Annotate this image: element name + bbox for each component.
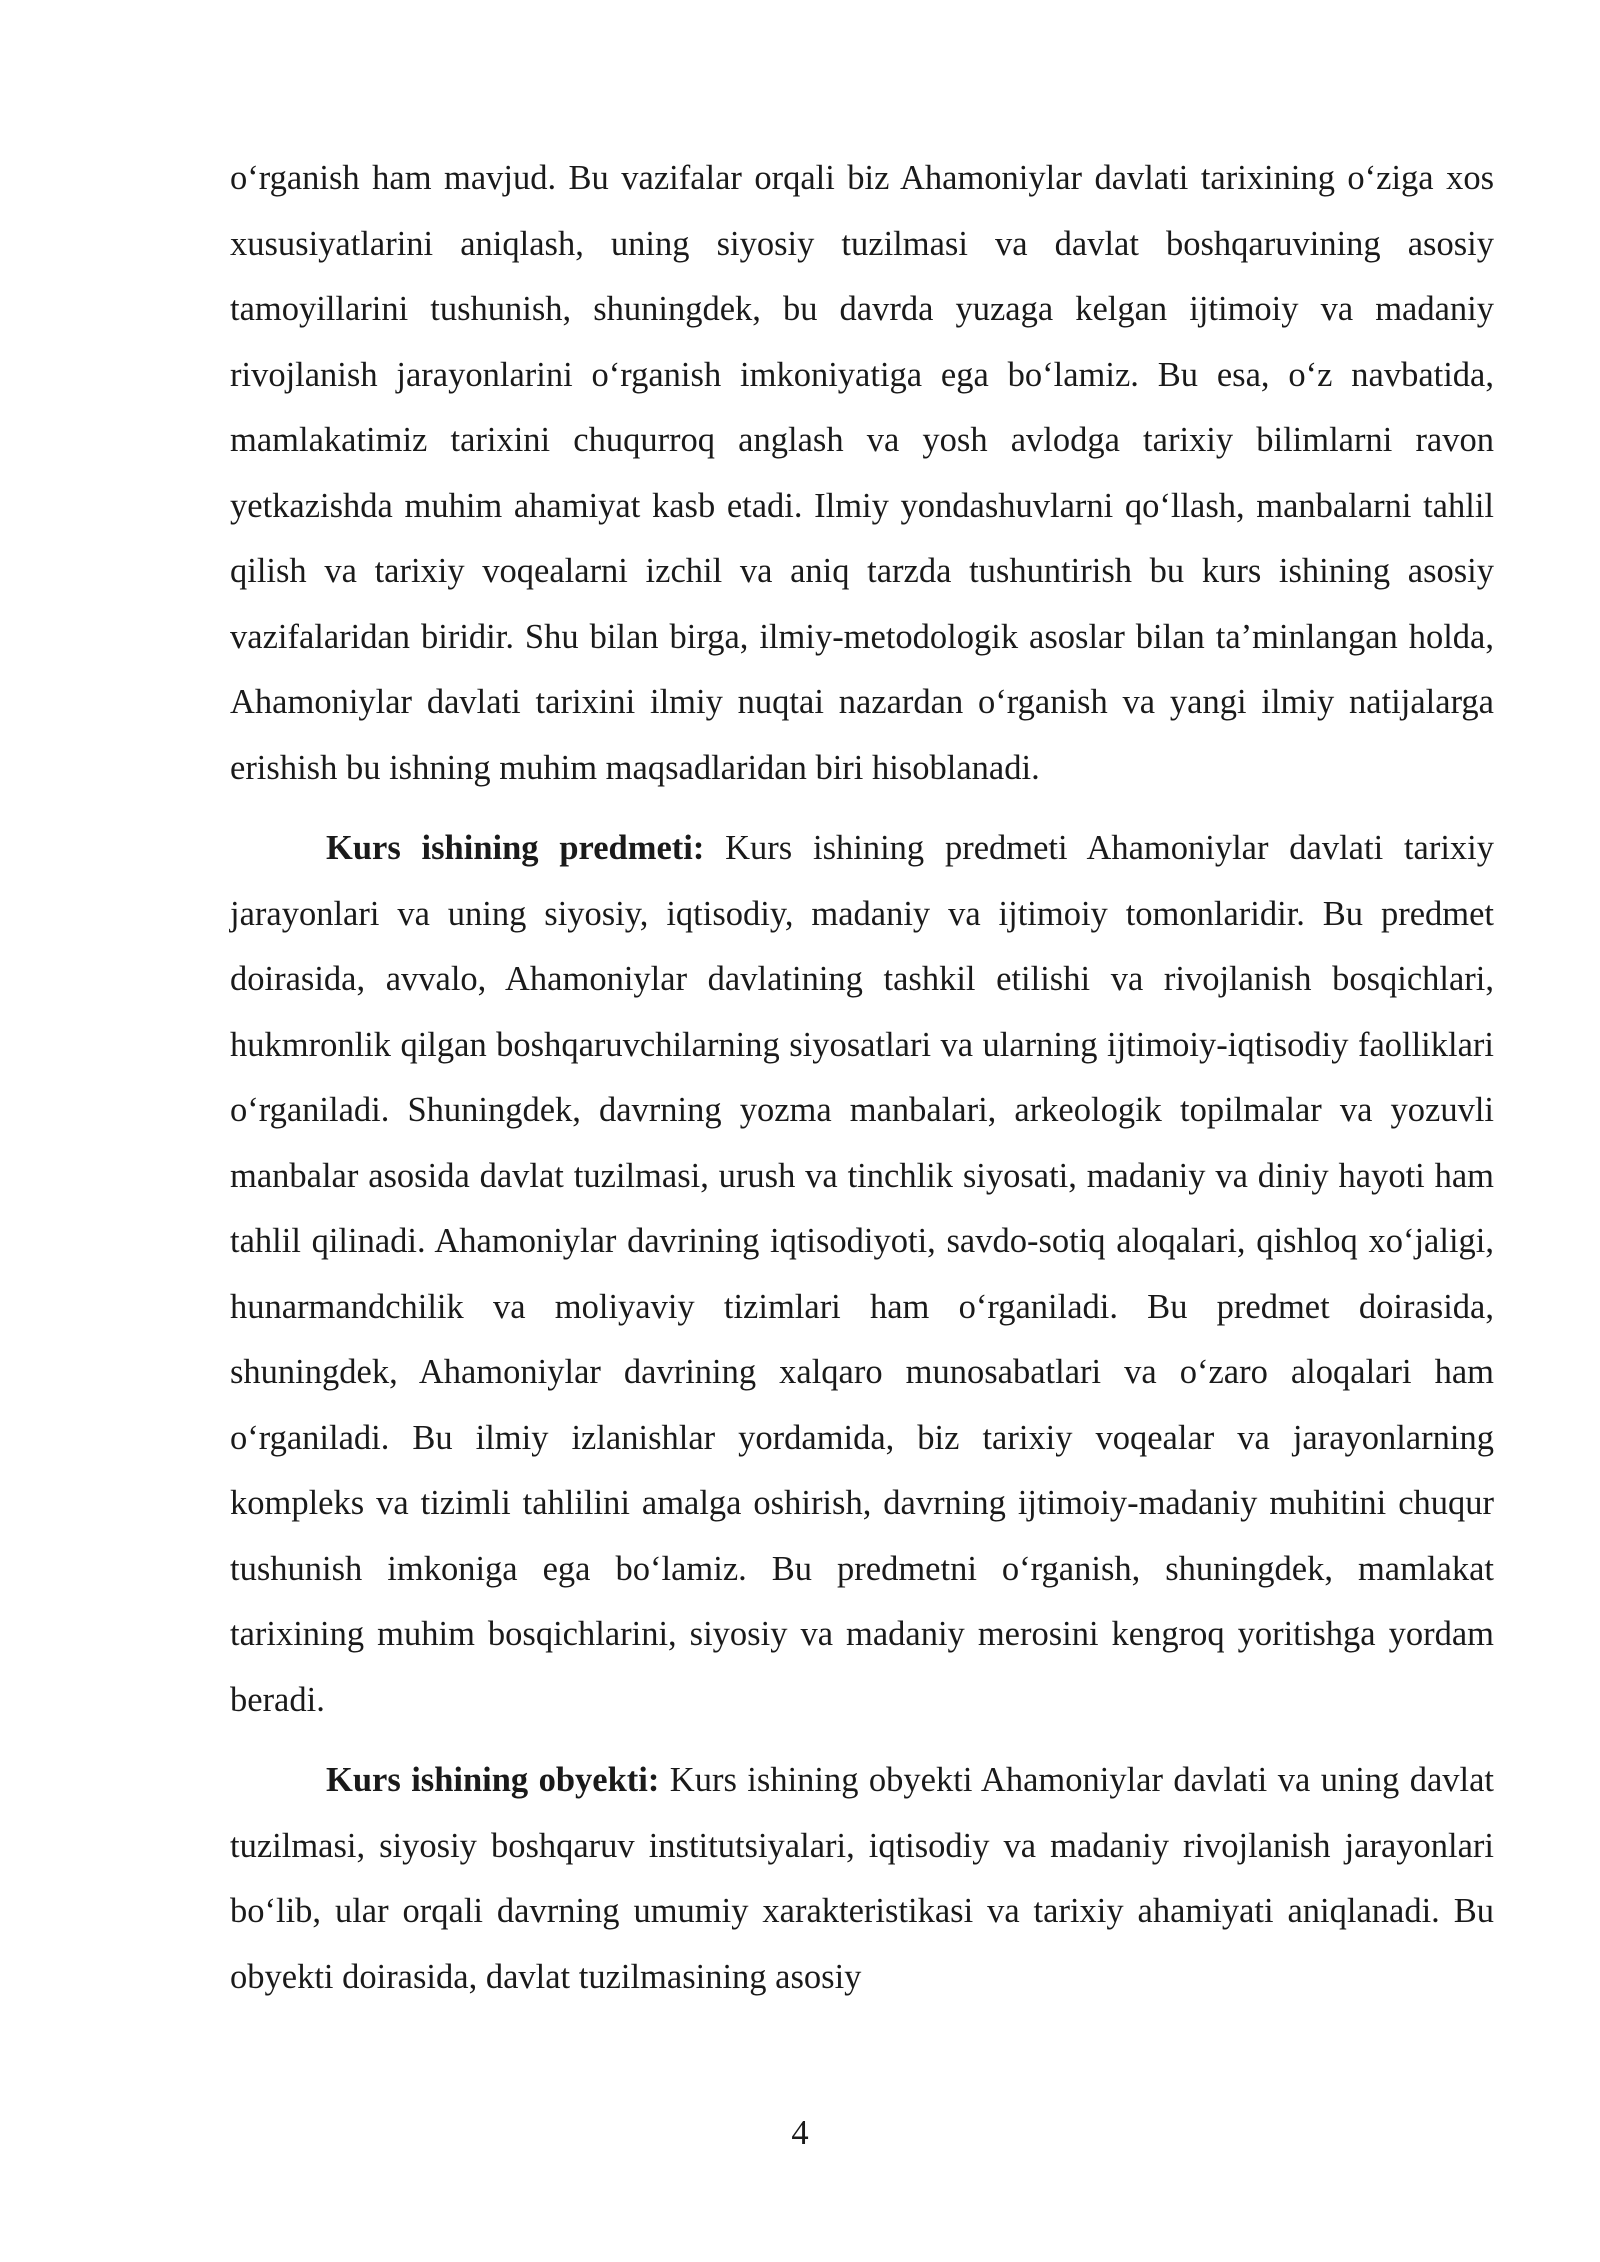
page-number: 4 (791, 2114, 809, 2152)
paragraph-object (230, 1748, 1494, 2010)
paragraph-subject (230, 816, 1494, 1733)
paragraph-text: Kurs ishining obyekti Ahamoniylar davlati va uning davlat tuzilmasi, siyosiy boshqaruv institutsiyalari, iqtisodiy va madaniy rivojlanish jarayonlari bo‘lib, ular orqali davrning umumiy xarakteristikasi va tarixiy ahamiyati aniqlanadi. Bu obyekti doirasida, davlat tuzilmasining asosiy (230, 1761, 1495, 1996)
paragraph-text: o‘rganish ham mavjud. Bu vazifalar orqali biz Ahamoniylar davlati tarixining o‘ziga xos xususiyatlarini aniqlash, uning siyosiy tuzilmasi va davlat boshqaruvining asosiy tamoyillarini tushunish, shuningdek, bu davrda yuzaga kelgan ijtimoiy va madaniy rivojlanish jarayonlarini o‘rganish imkoniyatiga ega bo‘lamiz. Bu esa, o‘z navbatida, mamlakatimiz tarixini chuqurroq anglash va yosh avlodga tarixiy bilimlarni ravon yetkazishda muhim ahamiyat kasb etadi. Ilmiy yondashuvlarni qo‘llash, manbalarni tahlil qilish va tarixiy voqealarni izchil va aniq tarzda tushuntirish bu kurs ishining asosiy vazifalaridan biridir. Shu bilan birga, ilmiy-metodologik asoslar bilan ta’minlangan holda, Ahamoniylar davlati tarixini ilmiy nuqtai nazardan o‘rganish va yangi ilmiy natijalarga erishish bu ishning muhim maqsadlaridan biri hisoblanadi. (230, 159, 1494, 787)
paragraph-heading-object: Kurs ishining obyekti: (326, 1761, 660, 1799)
paragraph-text: Kurs ishining predmeti Ahamoniylar davlati tarixiy jarayonlari va uning siyosiy, iqtisodiy, madaniy va ijtimoiy tomonlaridir. Bu predmet doirasida, avvalo, Ahamoniylar davlatining tashkil etilishi va rivojlanish bosqichlari, hukmronlik qilgan boshqaruvchilarning siyosatlari va ularning ijtimoiy-iqtisodiy faolliklari o‘rganiladi. Shuningdek, davrning yozma manbalari, arkeologik topilmalar va yozuvli manbalar asosida davlat tuzilmasi, urush va tinchlik siyosati, madaniy va diniy hayoti ham tahlil qilinadi. Ahamoniylar davrining iqtisodiyoti, savdo-sotiq aloqalari, qishloq xo‘jaligi, hunarmandchilik va moliyaviy tizimlari ham o‘rganiladi. Bu predmet doirasida, shuningdek, Ahamoniylar davrining xalqaro munosabatlari va o‘zaro aloqalari ham o‘rganiladi. Bu ilmiy izlanishlar yordamida, biz tarixiy voqealar va jarayonlarning kompleks va tizimli tahlilini amalga oshirish, davrning ijtimoiy-madaniy muhitini chuqur tushunish imkoniga ega bo‘lamiz. Bu predmetni o‘rganish, shuningdek, mamlakat tarixining muhim bosqichlarini, siyosiy va madaniy merosini kengroq yoritishga yordam beradi. (230, 829, 1495, 1719)
paragraph-intro (230, 146, 1494, 801)
paragraph-heading-subject: Kurs ishining predmeti: (326, 829, 705, 867)
document-body (230, 146, 1494, 2010)
